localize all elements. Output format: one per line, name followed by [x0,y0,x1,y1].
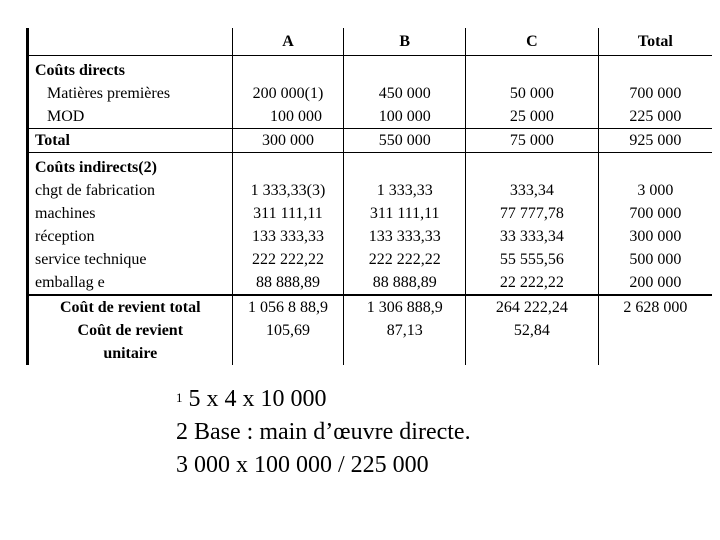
cell-a: 88 888,89 [232,271,344,295]
footnote-1-marker: 1 [176,390,183,405]
cell-total: 500 000 [598,248,712,271]
cell-c: 333,34 [466,179,599,202]
couts-directs-title-row [28,56,713,83]
cell-a: 222 222,22 [232,248,344,271]
cell-a: 300 000 [232,129,344,153]
footnotes [176,383,471,482]
cell-b: 550 000 [344,129,466,153]
cell-b: 1 306 888,9 [344,295,466,319]
header-total: Total [598,28,712,56]
cell-total: 300 000 [598,225,712,248]
footnote-2: 2 Base : main d’œuvre directe. [176,419,471,445]
row-label: emballag e [28,271,233,295]
cell-a: 1 056 8 88,9 [232,295,344,319]
total-row [28,129,713,153]
table-row [28,248,713,271]
cell-a: 200 000(1) [232,82,344,105]
cell-c: 264 222,24 [466,295,599,319]
row-label: réception [28,225,233,248]
cell-c: 75 000 [466,129,599,153]
total-label: Total [28,129,233,153]
table-row [28,271,713,295]
cell-a: 133 333,33 [232,225,344,248]
row-label: chgt de fabrication [28,179,233,202]
cell-b: 133 333,33 [344,225,466,248]
table-row [28,179,713,202]
cell-a: 105,69 [232,319,344,365]
cell-total: 3 000 [598,179,712,202]
cell-b: 100 000 [344,105,466,129]
cout-revient-total-label: Coût de revient total [28,295,233,319]
cell-total: 200 000 [598,271,712,295]
cell-c: 33 333,34 [466,225,599,248]
row-label: Matières premières [28,82,233,105]
cell-total: 700 000 [598,82,712,105]
cell-c: 55 555,56 [466,248,599,271]
cell-total: 2 628 000 [598,295,712,319]
cell-a: 1 333,33(3) [232,179,344,202]
cout-revient-unitaire-row [28,319,713,365]
cell-b: 311 111,11 [344,202,466,225]
header-corner [28,28,233,56]
cout-revient-total-row [28,295,713,319]
row-label: machines [28,202,233,225]
header-a: A [232,28,344,56]
cell-b: 450 000 [344,82,466,105]
header-c: C [466,28,599,56]
cout-revient-unitaire-label-line2: unitaire [103,345,158,362]
cell-b: 87,13 [344,319,466,365]
cell-a: 311 111,11 [232,202,344,225]
cell-c: 77 777,78 [466,202,599,225]
row-label: service technique [28,248,233,271]
cell-total: 225 000 [598,105,712,129]
header-b: B [344,28,466,56]
cost-table [26,28,712,365]
footnote-1-text: 5 x 4 x 10 000 [188,386,327,412]
row-label: MOD [28,105,233,129]
cell-b: 222 222,22 [344,248,466,271]
header-row [28,28,713,56]
couts-indirects-title: Coûts indirects(2) [28,153,233,180]
cell-total [598,319,712,365]
cell-a: 100 000 [232,105,344,129]
couts-indirects-title-row [28,153,713,180]
cell-c: 50 000 [466,82,599,105]
table-row [28,82,713,105]
cell-b: 1 333,33 [344,179,466,202]
cout-revient-unitaire-label [28,319,233,365]
cell-c: 22 222,22 [466,271,599,295]
footnote-3: 3 000 x 100 000 / 225 000 [176,452,429,478]
cell-c: 25 000 [466,105,599,129]
cout-revient-unitaire-label-line1: Coût de revient [77,322,184,339]
cell-total: 700 000 [598,202,712,225]
table-row [28,202,713,225]
footnote-1 [176,383,471,416]
table-row [28,105,713,129]
couts-directs-title: Coûts directs [28,56,233,83]
table-row [28,225,713,248]
cell-b: 88 888,89 [344,271,466,295]
cell-total: 925 000 [598,129,712,153]
cell-c: 52,84 [466,319,599,365]
